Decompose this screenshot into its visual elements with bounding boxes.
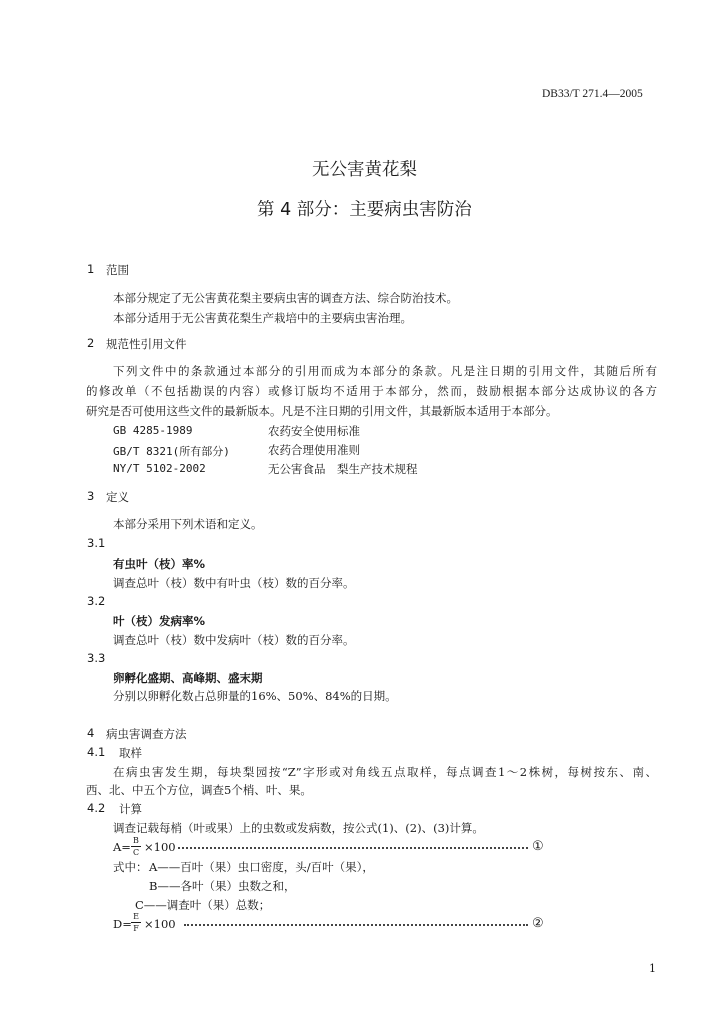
subsection-4-1-line-1: 在病虫害发生期，每块梨园按“Z”字形或对角线五点取样，每点调查1～2株树，每树按东、南、 [113,765,657,779]
reference-code: NY/T 5102-2002 [113,462,206,475]
section-1-paragraph-2: 本部分适用于无公害黄花梨生产栽培中的主要病虫害治理。 [113,311,412,325]
formula-1-marker: ① [532,839,544,854]
reference-name: 农药安全使用标准 [268,424,360,438]
subsection-4-2-intro: 调查记载每梢（叶或果）上的虫数或发病数，按公式(1)、(2)、(3)计算。 [113,821,484,835]
formula-2-multiplier: ×100 [144,917,176,931]
formula-1-numerator: B [133,836,139,845]
formula-1-denominator: C [132,848,140,857]
term-3-3-name: 卵孵化盛期、高峰期、盛末期 [113,671,263,685]
subsection-4-1-line-2: 西、北、中五个方位，调查5个梢、叶、果。 [86,783,312,797]
section-2-title: 规范性引用文件 [106,337,187,351]
definition-a: A——百叶（果）虫口密度，头/百叶（果）， [149,860,374,874]
section-3-intro: 本部分采用下列术语和定义。 [113,517,263,531]
formula-2-fraction-bar [131,922,141,923]
formula-2-denominator: F [133,924,139,933]
formula-2-numerator: E [133,912,139,921]
reference-code: GB 4285-1989 [113,424,193,437]
definition-b: B——各叶（果）虫数之和， [149,879,296,893]
reference-name: 无公害食品 梨生产技术规程 [268,462,418,476]
section-2-line-1: 下列文件中的条款通过本部分的引用而成为本部分的条款。凡是注日期的引用文件，其随后所有 [113,364,657,378]
subsection-4-1-number: 4.1 [87,745,106,759]
section-2-line-3: 研究是否可使用这些文件的最新版本。凡是不注日期的引用文件，其最新版本适用于本部分。 [86,404,558,418]
section-3-title: 定义 [106,490,129,504]
section-4-number: 4 [87,726,95,740]
page-number: 1 [649,962,656,975]
term-3-1-definition: 调查总叶（枝）数中有叶虫（枝）数的百分率。 [113,576,355,590]
term-3-1-number: 3.1 [87,536,106,550]
term-3-2-number: 3.2 [87,594,106,608]
subsection-4-1-title: 取样 [119,746,142,760]
formula-1-multiplier: ×100 [144,840,176,854]
term-3-1-name: 有虫叶（枝）率% [113,557,206,571]
formula-2-leader-dots [184,924,528,926]
document-title: 无公害黄花梨 [312,160,417,180]
section-3-number: 3 [87,489,95,503]
term-3-3-number: 3.3 [87,651,106,665]
formula-2-lhs: D= [113,917,132,931]
term-3-3-definition: 分别以卵孵化数占总卵量的16%、50%、84%的日期。 [113,689,397,703]
section-1-paragraph-1: 本部分规定了无公害黄花梨主要病虫害的调查方法、综合防治技术。 [113,291,458,305]
section-1-number: 1 [87,262,95,276]
term-3-2-name: 叶（枝）发病率% [113,614,206,628]
formula-1-fraction-bar [131,846,141,847]
reference-code: GB/T 8321(所有部分) [113,445,230,458]
term-3-2-definition: 调查总叶（枝）数中发病叶（枝）数的百分率。 [113,633,355,647]
reference-name: 农药合理使用准则 [268,443,360,457]
section-2-number: 2 [87,336,95,350]
document-subtitle: 第 4 部分：主要病虫害防治 [257,200,472,220]
subsection-4-2-title: 计算 [119,802,142,816]
section-1-title: 范围 [106,263,129,277]
section-4-title: 病虫害调查方法 [106,727,187,741]
subsection-4-2-number: 4.2 [87,801,106,815]
formula-1-lhs: A= [113,840,131,854]
document-code: DB33/T 271.4—2005 [542,88,643,100]
section-2-line-2: 的修改单（不包括勘误的内容）或修订版均不适用于本部分，然而，鼓励根据本部分达成协议的各方 [86,384,657,398]
formula-definitions-lead: 式中： [113,860,148,874]
formula-2-marker: ② [532,916,544,931]
definition-c: C——调查叶（果）总数； [135,898,271,912]
formula-1-leader-dots [178,847,528,849]
